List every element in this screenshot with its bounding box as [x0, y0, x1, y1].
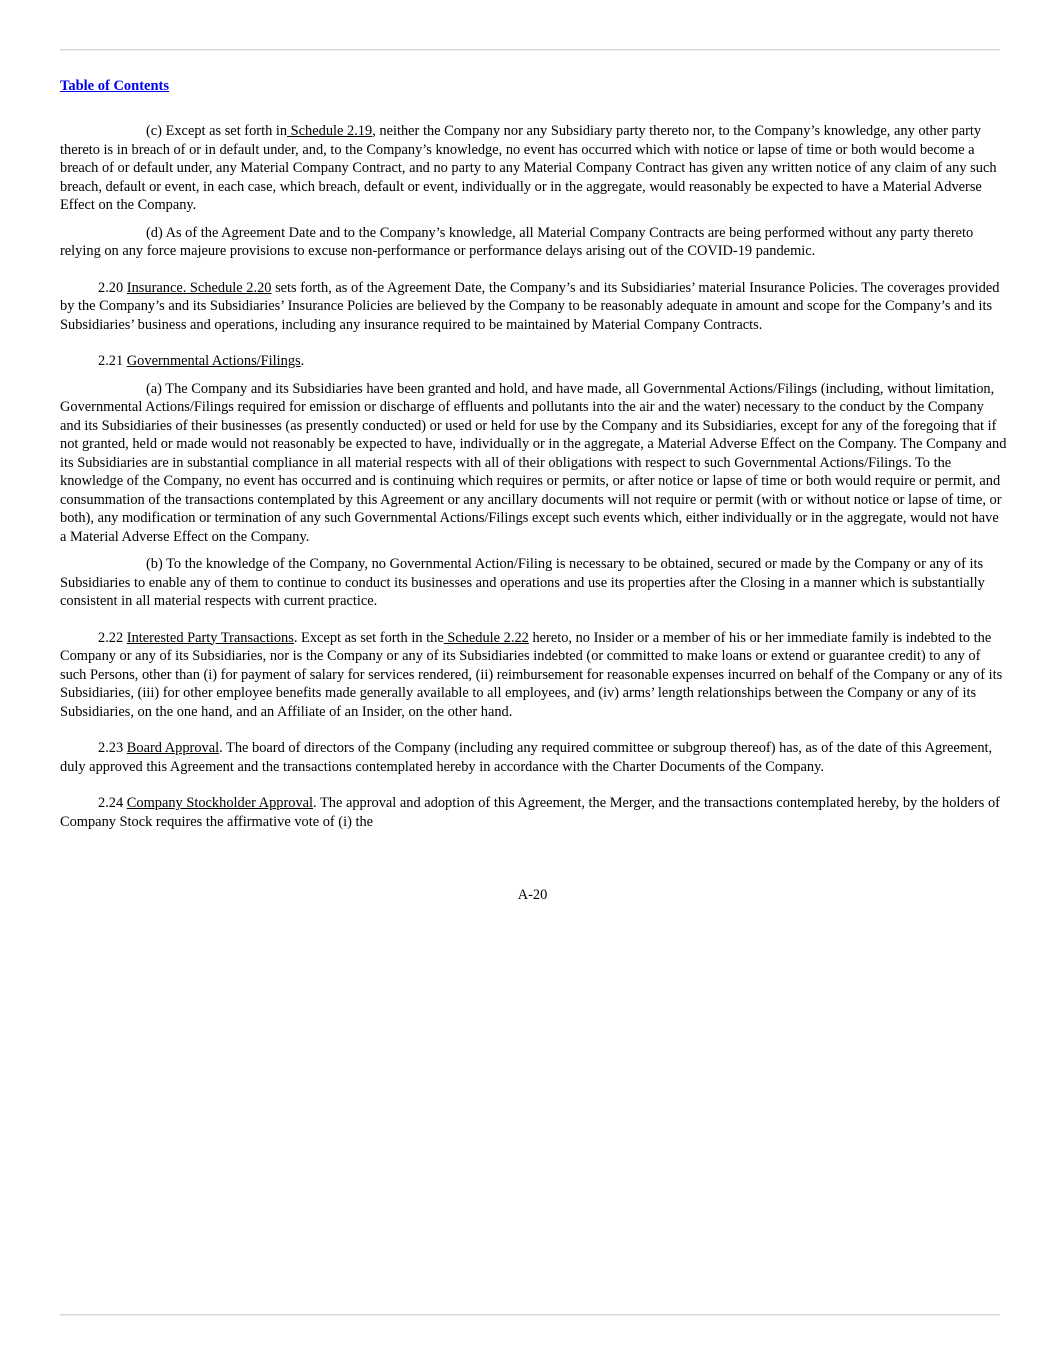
section-2-23-board-approval: 2.23 Board Approval. The board of directors of the Company (including any required committee or subgroup thereof) has, as of the date of this Agreement, duly approved this Agreement and the transactions contemplated hereby in accordance with the Charter Documents of the Company. — [60, 740, 993, 775]
section-heading: Company Stockholder Approval — [126, 795, 314, 811]
section-heading: Governmental Actions/Filings — [126, 353, 301, 369]
bottom-divider — [60, 1314, 1000, 1315]
paragraph-2-21-a: (a) The Company and its Subsidiaries have been granted and hold, and have made, all Governmental Actions/Filings (including, without limitation, Governmental Actions/Filings required for emission or discharge of effluents and pollutants into the air and the water) necessary to the conduct by the Company and its Subsidiaries of their businesses (as presently conducted) or used or held for use by the Company and its Subsidiaries, except for any of the foregoing that if not granted, held or made would not reasonably be expected to have, individually or in the aggregate, a Material Adverse Effect on the Company. The Company and its Subsidiaries are in substantial compliance in all material respects with all of their obligations with respect to such Governmental Actions/Filings. To the knowledge of the Company, no event has occurred and is continuing which requires or permits, or after notice or lapse of time or both would require or permit, and consummation of the transactions contemplated by this Agreement or any ancillary documents will not require or permit (with or without notice or lapse of time, or both), any modification or termination of any such Governmental Actions/Filings except such events which, either individually or in the aggregate, would not have a Material Adverse Effect on the Company. — [60, 380, 1007, 545]
section-heading: Insurance — [126, 279, 183, 296]
schedule-2-20-ref: Schedule 2.20 — [186, 279, 272, 296]
paragraph-2-19-c: (c) Except as set forth in Schedule 2.19, neither the Company nor any Subsidiary party thereto nor, to the Company’s knowledge, any other party thereto is in breach of or in default under, and, to the Company’s knowledge, no event has occurred which with notice or lapse of time or both would become a breach of or default under, any Material Company Contract, and no party to any Material Company Contract has given any written notice of any claim of any such breach, default or event, in each case, which breach, default or event, individually or in the aggregate, would reasonably be expected to have a Material Adverse Effect on the Company. — [60, 123, 997, 213]
section-2-20-insurance: 2.20 Insurance. Schedule 2.20 sets forth, as of the Agreement Date, the Company’s and its Subsidiaries’ material Insurance Policies. The coverages provided by the Company’s and its Subsidiaries’ Insurance Policies are believed by the Company to be reasonably adequate in amount and scope for the Company’s and its Subsidiaries’ business and operations, including any insurance required to be maintained by Material Company Contracts. — [60, 279, 1000, 333]
paragraph-2-19-d: (d) As of the Agreement Date and to the Company’s knowledge, all Material Company Contracts are being performed without any party thereto relying on any force majeure provisions to excuse non-performance or performance delays arising out of the COVID-19 pandemic. — [60, 224, 974, 259]
paragraph-2-21-b: (b) To the knowledge of the Company, no Governmental Action/Filing is necessary to be obtained, secured or made by the Company or any of its Subsidiaries to enable any of them to continue to conduct its businesses and operations and use its properties after the Closing in a manner which is substantially consistent in all material respects with current practice. — [60, 556, 985, 609]
section-2-24-stockholder-approval: 2.24 Company Stockholder Approval. The approval and adoption of this Agreement, the Merger, and the transactions contemplated hereby, by the holders of Company Stock requires the affirmative vote of (i) the — [60, 795, 1000, 830]
section-heading: Board Approval — [126, 740, 220, 756]
section-heading: Interested Party Transactions — [126, 629, 294, 646]
page-number: A-20 — [517, 887, 548, 903]
section-2-21-governmental-actions: 2.21 Governmental Actions/Filings. — [98, 353, 305, 369]
schedule-2-22-ref: Schedule 2.22 — [443, 629, 529, 646]
top-divider — [60, 49, 1000, 50]
document-body — [60, 122, 1008, 831]
section-2-22-interested-party: 2.22 Interested Party Transactions. Except as set forth in the Schedule 2.22 hereto, no Insider or a member of his or her immediate family is indebted to the Company or any of its Subsidiaries, nor is the Company or any of its Subsidiaries indebted (or committed to make loans or extend or guarantee credit) to any of such Persons, other than (i) for payment of salary for services rendered, (ii) reimbursement for reasonable expenses incurred on behalf of the Company or any of its Subsidiaries, (iii) for other employee benefits made generally available to all employees, and (iv) arms’ length relationships between the Company or any of its Subsidiaries, on the one hand, and an Affiliate of an Insider, on the other hand. — [60, 629, 1003, 720]
schedule-2-19-ref: Schedule 2.19 — [287, 123, 373, 139]
table-of-contents-link[interactable]: Table of Contents — [60, 78, 170, 94]
